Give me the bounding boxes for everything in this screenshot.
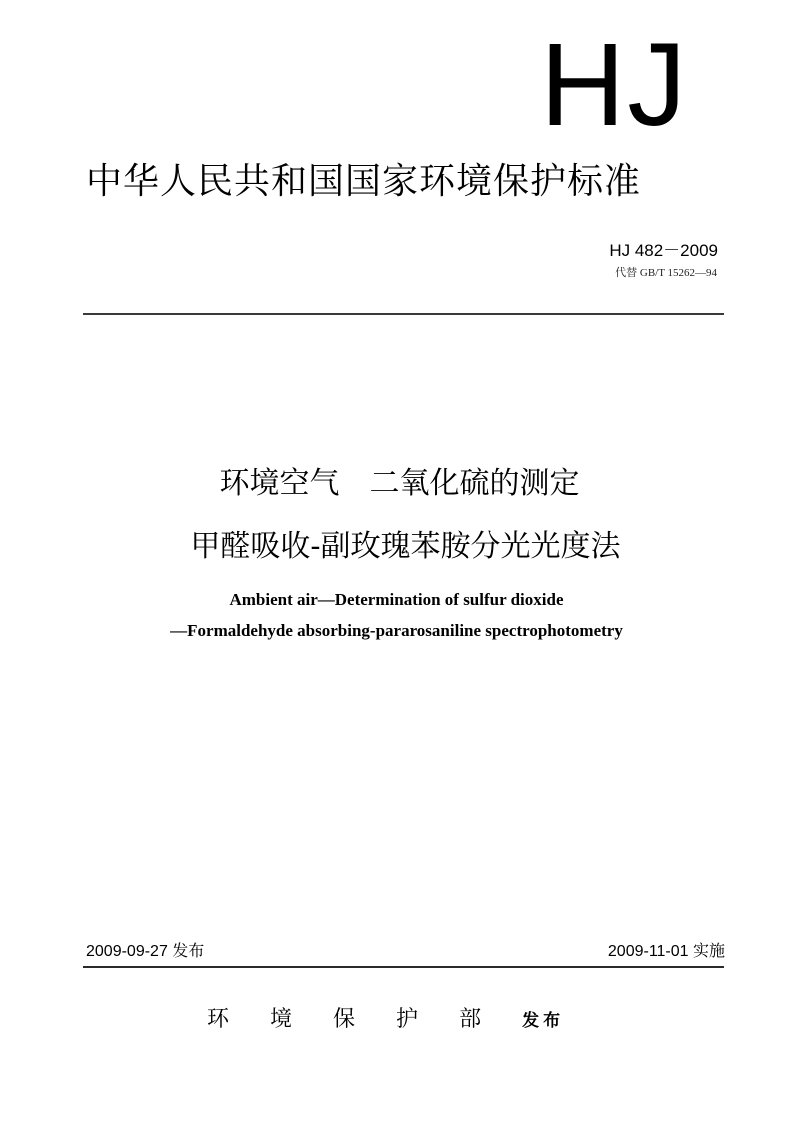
bottom-divider bbox=[83, 966, 724, 968]
title-english-line-1: Ambient air—Determination of sulfur dioxide bbox=[229, 590, 564, 609]
implementation-date: 2009-11-01 实施 bbox=[607, 943, 725, 960]
publisher-char: 部 bbox=[459, 1007, 482, 1032]
publisher-char: 护 bbox=[396, 1007, 419, 1032]
replaces-standard: 代替 GB/T 15262—94 bbox=[615, 267, 717, 279]
title-chinese-line-1: 环境空气 二氧化硫的测定 bbox=[219, 466, 580, 501]
publisher bbox=[207, 1005, 564, 1036]
organization-title: 中华人民共和国国家环境保护标准 bbox=[86, 161, 642, 202]
standard-number: HJ 482－2009 bbox=[609, 241, 718, 260]
top-divider bbox=[83, 313, 724, 315]
publisher-char: 环 bbox=[207, 1007, 230, 1032]
issue-date: 2009-09-27 发布 bbox=[86, 943, 205, 960]
publisher-char: 境 bbox=[270, 1007, 293, 1032]
title-english-line-2: —Formaldehyde absorbing-pararosaniline spectrophotometry bbox=[170, 621, 623, 640]
hj-logo: HJ bbox=[540, 19, 689, 151]
publisher-suffix: 发布 bbox=[522, 1011, 565, 1031]
title-chinese-line-2: 甲醛吸收-副玫瑰苯胺分光光度法 bbox=[190, 529, 621, 564]
publisher-char: 保 bbox=[333, 1007, 356, 1032]
